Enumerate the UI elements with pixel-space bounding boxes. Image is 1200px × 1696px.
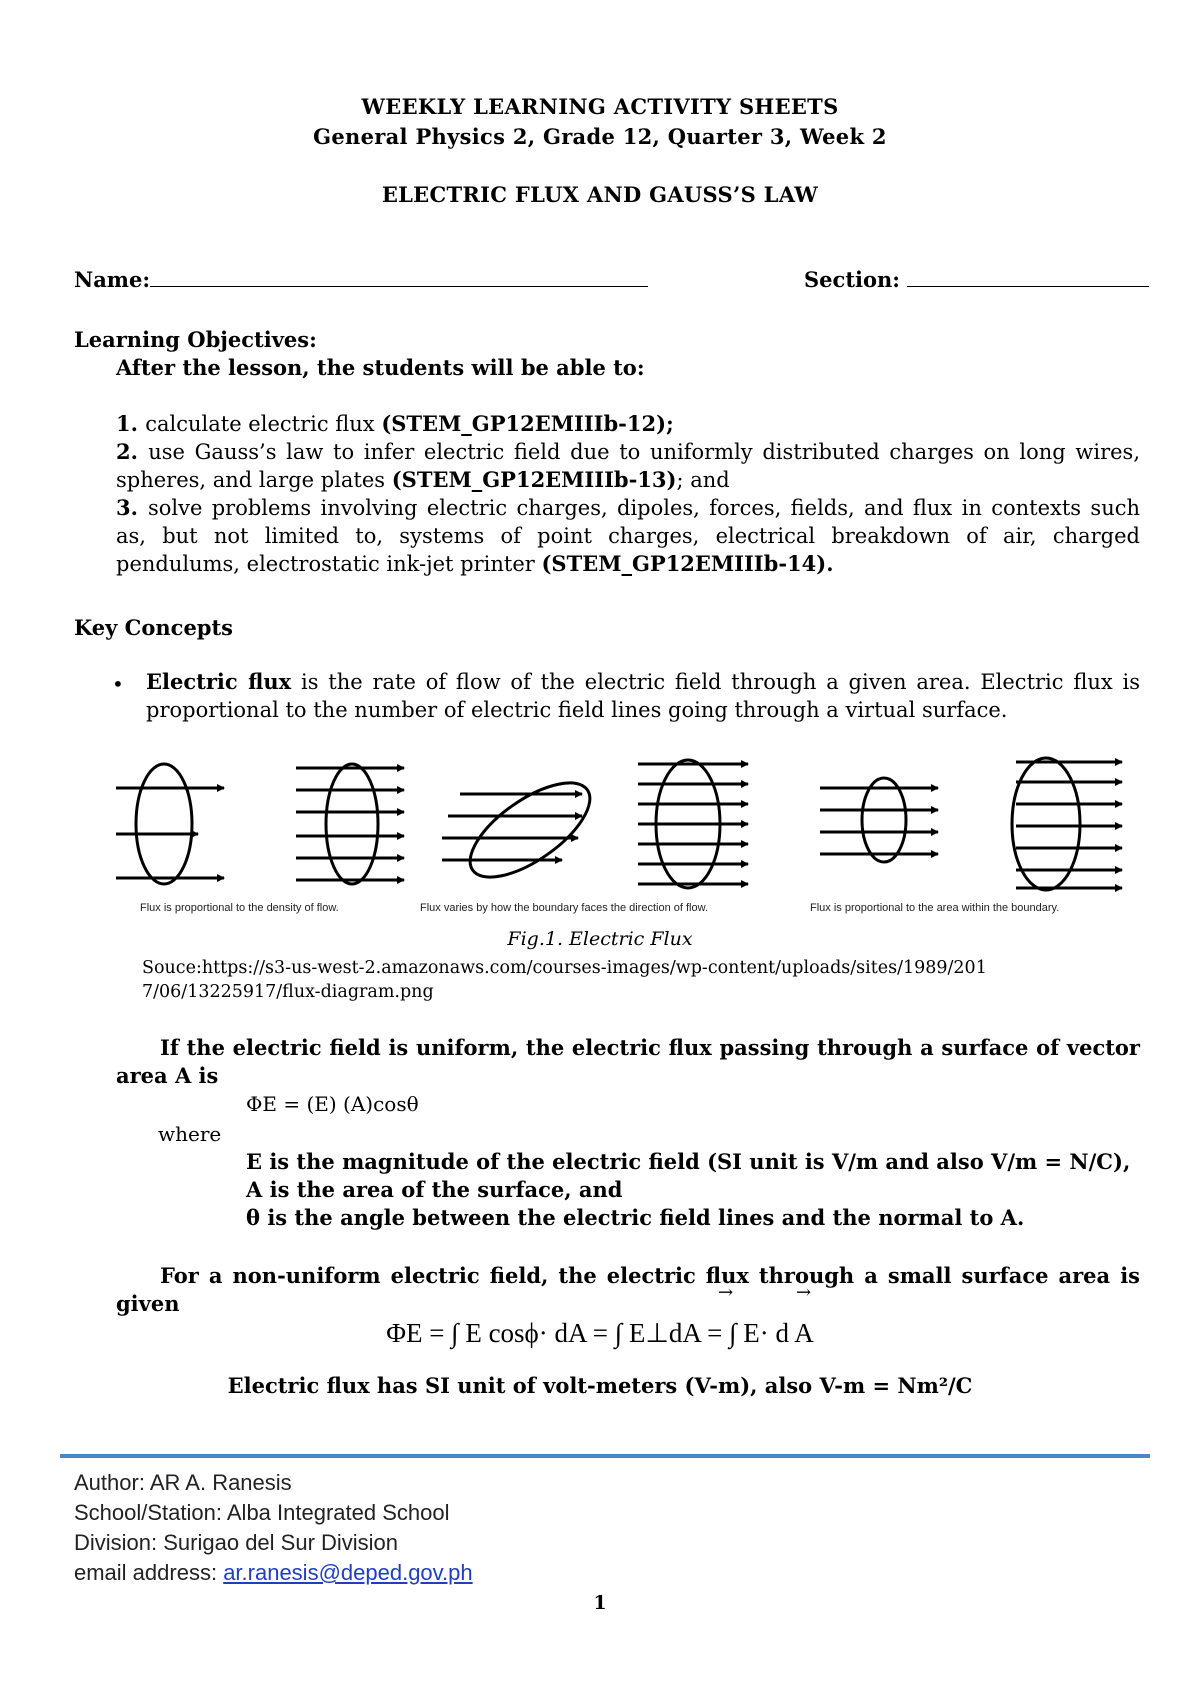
figure-source: Souce:https://s3-us-west-2.amazonaws.com/courses-images/wp-content/uploads/sites/1989/201 7/06/13225917/flux-diagram.png	[142, 958, 987, 1002]
bullet-icon: •	[112, 672, 124, 696]
nonuniform-intro: For a non-uniform electric field, the electric flux through a small surface area is given	[116, 1263, 1140, 1316]
key-concept-bullet: Electric flux is the rate of flow of the electric field through a given area. Electric flux is proportional to the number of electric field lines going through a virtual surface.	[146, 669, 1141, 722]
flux-panel-small-area	[820, 778, 938, 862]
flux-integral-equation: ΦE = ∫ E cosϕ· dA = ∫ E⊥dA = ∫ E· d A	[386, 1318, 814, 1348]
uniform-formula: ΦE = (E) (A)cosθ	[246, 1092, 419, 1116]
flux-diagram	[112, 752, 1158, 892]
objectives-heading: Learning Objectives:	[74, 327, 317, 352]
definitions: E is the magnitude of the electric field (SI unit is V/m and also V/m = N/C), A is the area of the surface, and θ is the angle between the electric field lines and the normal to A.	[246, 1149, 1131, 1230]
key-concepts-heading: Key Concepts	[74, 615, 234, 640]
objectives-intro: After the lesson, the students will be able to:	[116, 355, 645, 380]
doc-topic: ELECTRIC FLUX AND GAUSS’S LAW	[381, 182, 819, 207]
objective-item-3: 3. solve problems involving electric charges, dipoles, forces, fields, and flux in contexts such as, but not limited to, systems of point charges, electrical breakdown of air, charged pendulums, electrostatic ink-jet printer (STEM_GP12EMIIIb-14).	[116, 495, 1141, 576]
caption-area: Flux is proportional to the area within the boundary.	[810, 902, 1060, 914]
footer-rule	[60, 1454, 1150, 1458]
figure-title: Fig.1. Electric Flux	[507, 928, 693, 950]
flux-unit-text: Electric flux has SI unit of volt-meters (V-m), also V-m = Nm²/C	[227, 1373, 973, 1398]
objective-list	[116, 410, 1140, 578]
flux-panel-tilted	[442, 765, 605, 892]
flux-panel-high-density	[296, 764, 404, 884]
flux-panel-large-area	[1012, 758, 1122, 890]
name-label: Name:	[74, 267, 151, 292]
vector-arrow-a: →	[796, 1282, 812, 1303]
section-label: Section:	[804, 267, 901, 292]
caption-density: Flux is proportional to the density of flow.	[140, 902, 339, 914]
doc-title: WEEKLY LEARNING ACTIVITY SHEETS	[361, 94, 839, 119]
footer-division: Division: Surigao del Sur Division	[74, 1530, 399, 1555]
section-field[interactable]	[804, 266, 1149, 294]
objective-item-1: 1. calculate electric flux (STEM_GP12EMIIIb-12);	[116, 411, 674, 436]
flux-panel-facing	[638, 760, 748, 888]
email-link[interactable]: ar.ranesis@deped.gov.ph	[223, 1560, 473, 1585]
caption-direction: Flux varies by how the boundary faces the direction of flow.	[420, 902, 708, 914]
doc-subtitle: General Physics 2, Grade 12, Quarter 3, Week 2	[313, 124, 887, 149]
footer-school: School/Station: Alba Integrated School	[74, 1500, 450, 1525]
where-label: where	[158, 1122, 222, 1146]
footer-email: email address: ar.ranesis@deped.gov.ph	[74, 1560, 473, 1585]
section-blank[interactable]	[907, 266, 1149, 287]
name-field[interactable]	[74, 266, 648, 294]
vector-arrow-e: →	[718, 1282, 734, 1303]
flux-panel-low-density	[116, 764, 224, 884]
uniform-intro: If the electric field is uniform, the electric flux passing through a surface of vector area A is	[116, 1035, 1140, 1088]
name-blank[interactable]	[150, 266, 648, 287]
page-number: 1	[593, 1592, 607, 1614]
footer-author: Author: AR A. Ranesis	[74, 1470, 292, 1495]
objective-item-2: 2. use Gauss’s law to infer electric field due to uniformly distributed charges on long wires, spheres, and large plates (STEM_GP12EMIIIb-13); and	[116, 439, 1140, 492]
